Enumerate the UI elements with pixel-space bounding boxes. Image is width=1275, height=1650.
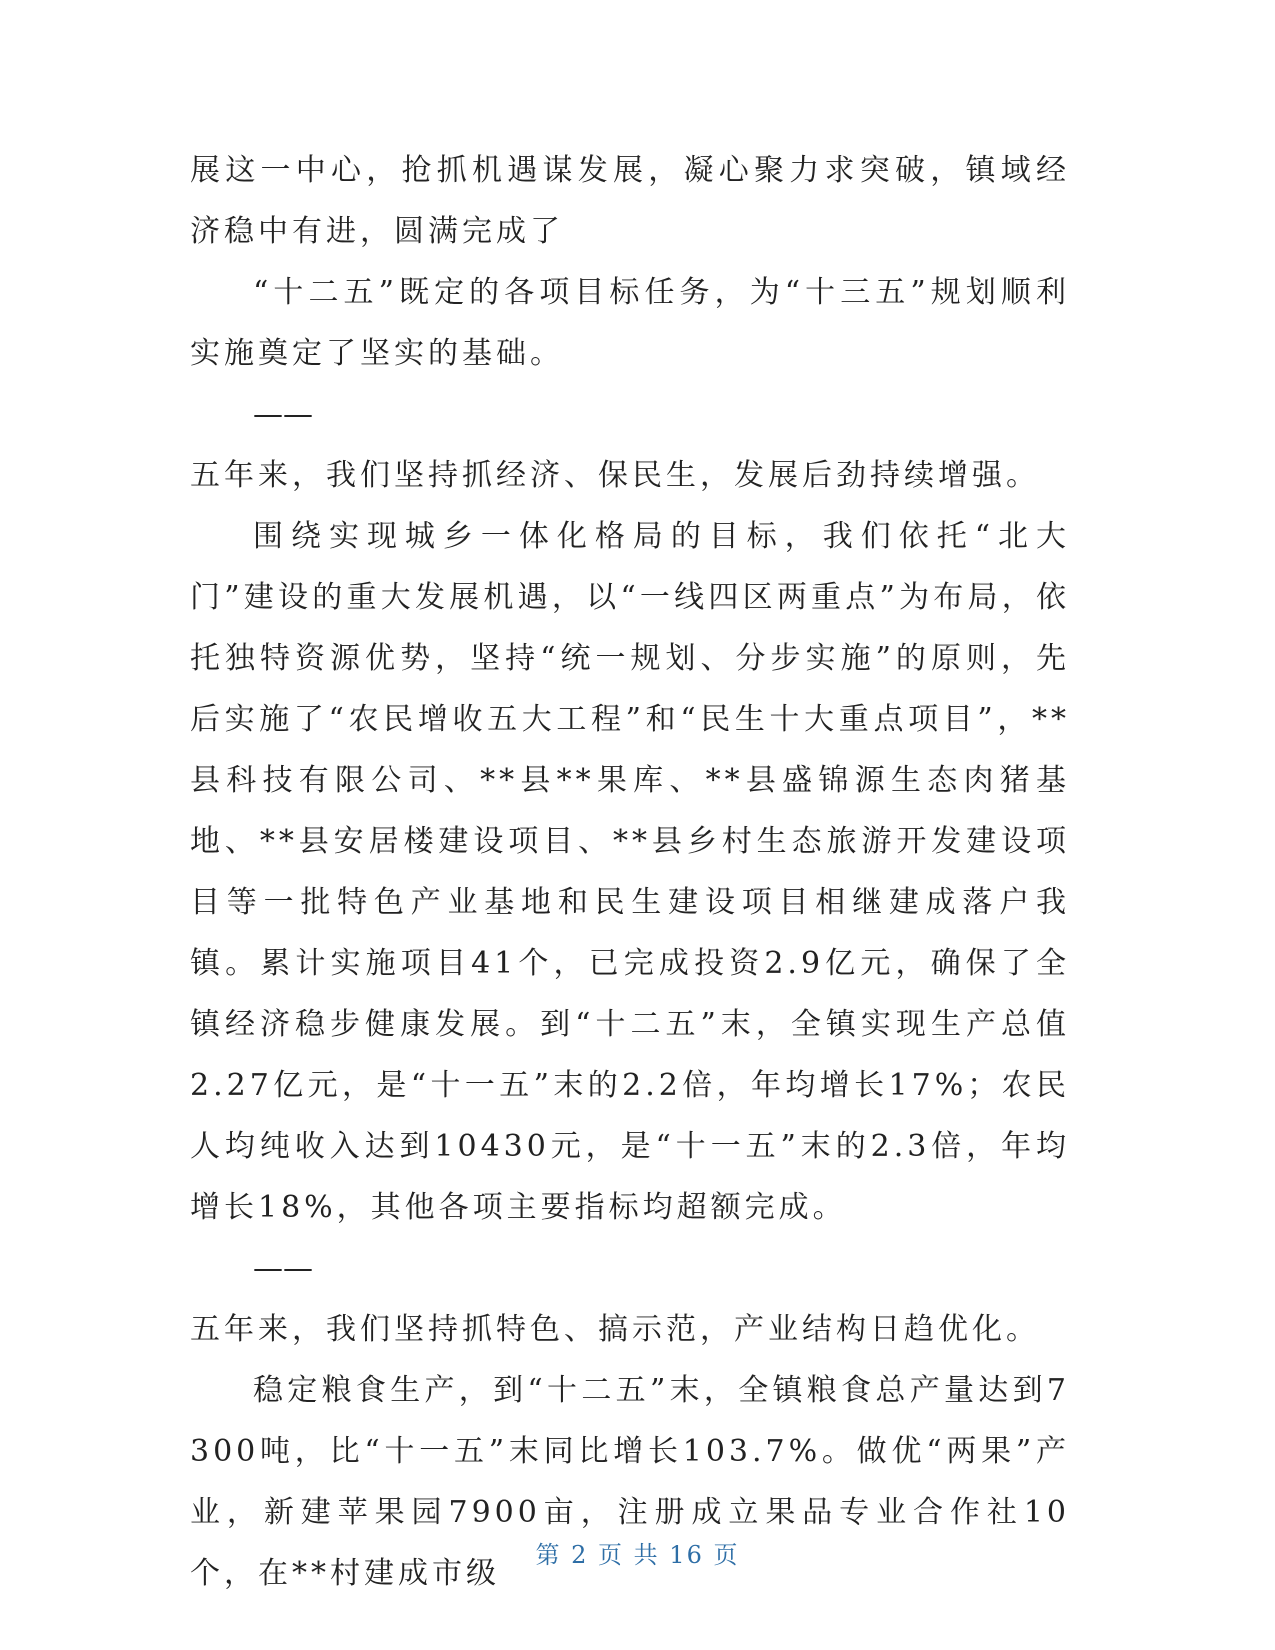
dash-separator: ——: [253, 1251, 313, 1286]
page-number-footer: 第 2 页 共 16 页: [535, 1541, 740, 1569]
paragraph-grain-production: 稳定粮食生产，到“十二五”末，全镇粮食总产量达到7300吨，比“十一五”末同比增长103.7%。做优“两果”产业，新建苹果园7900亩，注册成立果品专业合作社10个，在**村建成市级: [190, 1373, 1070, 1591]
paragraph-urban-rural-integration: 围绕实现城乡一体化格局的目标，我们依托“北大门”建设的重大发展机遇，以“一线四区两重点”为布局，依托独特资源优势，坚持“统一规划、分步实施”的原则，先后实施了“农民增收五大工程”和“民生十大重点项目”，**县科技有限公司、**县**果库、**县盛锦源生态肉猪基地、**县安居楼建设项目、**县乡村生态旅游开发建设项目等一批特色产业基地和民生建设项目相继建成落户我镇。累计实施项目41个，已完成投资2.9亿元，确保了全镇经济稳步健康发展。到“十二五”末，全镇实现生产总值2.27亿元，是“十一五”末的2.2倍，年均增长17%；农民人均纯收入达到10430元，是“十一五”末的2.3倍，年均增长18%，其他各项主要指标均超额完成。: [190, 519, 1070, 1225]
paragraph-twelfth-five-year-goals: “十二五”既定的各项目标任务，为“十三五”规划顺利实施奠定了坚实的基础。: [190, 275, 1070, 371]
heading-economy-livelihood: 五年来，我们坚持抓经济、保民生，发展后劲持续增强。: [190, 458, 1040, 493]
heading-industry-structure: 五年来，我们坚持抓特色、搞示范，产业结构日趋优化。: [190, 1312, 1040, 1347]
document-body: [190, 140, 1070, 1604]
dash-separator: ——: [253, 397, 313, 432]
paragraph-continuation: 展这一中心，抢抓机遇谋发展，凝心聚力求突破，镇域经济稳中有进，圆满完成了: [190, 153, 1070, 249]
